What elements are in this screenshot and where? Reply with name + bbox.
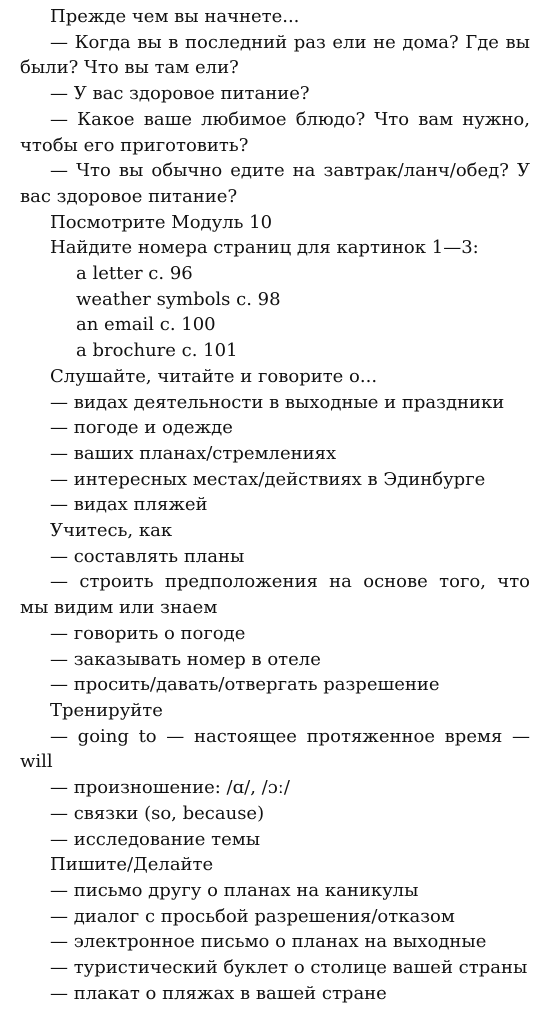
listen-item: — видах пляжей <box>50 494 208 516</box>
write-item: — плакат о пляжах в вашей стране <box>50 982 387 1004</box>
write-item: — письмо другу о планах на каникулы <box>50 879 419 901</box>
listen-item: — ваших планах/стремлениях <box>50 442 337 464</box>
learn-item: — составлять планы <box>50 545 245 567</box>
learn-item: — просить/давать/отвергать разрешение <box>50 674 440 696</box>
see-module-line: Посмотрите Модуль 10 <box>50 211 273 233</box>
picture-item-weather-symbols: weather symbols с. 98 <box>76 288 281 310</box>
practice-item: — связки (so, because) <box>50 802 265 824</box>
listen-heading: Слушайте, читайте и говорите о... <box>50 365 378 387</box>
intro-question-2: — У вас здоровое питание? <box>50 83 310 105</box>
listen-item: — видах деятельности в выходные и праздники <box>50 391 505 413</box>
learn-item: — говорить о погоде <box>50 622 246 644</box>
practice-item: — исследование темы <box>50 828 261 850</box>
intro-heading: Прежде чем вы начнете... <box>50 6 300 27</box>
picture-item-email: an email с. 100 <box>76 314 216 336</box>
learn-heading: Учитесь, как <box>50 520 173 542</box>
intro-question-3: — Какое ваше любимое блюдо? Что вам нужно, чтобы его приготовить? <box>20 108 530 156</box>
intro-question-4: — Что вы обычно едите на завтрак/ланч/обед? У вас здоровое питание? <box>20 160 530 207</box>
find-pages-line: Найдите номера страниц для картинок 1—3: <box>50 237 479 259</box>
learn-item: — строить предположения на основе того, что мы видим или знаем <box>20 571 530 619</box>
practice-item: — произношение: /ɑ/, /ɔː/ <box>50 777 290 799</box>
intro-question-1: — Когда вы в последний раз ели не дома? Где вы были? Что вы там ели? <box>20 31 530 79</box>
learn-item: — заказывать номер в отеле <box>50 648 321 670</box>
write-heading: Пишите/Делайте <box>50 854 214 876</box>
picture-item-letter: a letter с. 96 <box>76 263 193 285</box>
practice-item: — going to — настоящее протяженное время — will <box>20 725 530 773</box>
write-item: — туристический буклет о столице вашей страны <box>50 957 528 979</box>
listen-item: — погоде и одежде <box>50 417 233 439</box>
listen-item: — интересных местах/действиях в Эдинбурге <box>50 468 486 490</box>
picture-item-brochure: a brochure с. 101 <box>76 340 238 362</box>
write-item: — диалог с просьбой разрешения/отказом <box>50 905 455 927</box>
write-item: — электронное письмо о планах на выходные <box>50 931 487 953</box>
practice-heading: Тренируйте <box>50 699 163 721</box>
